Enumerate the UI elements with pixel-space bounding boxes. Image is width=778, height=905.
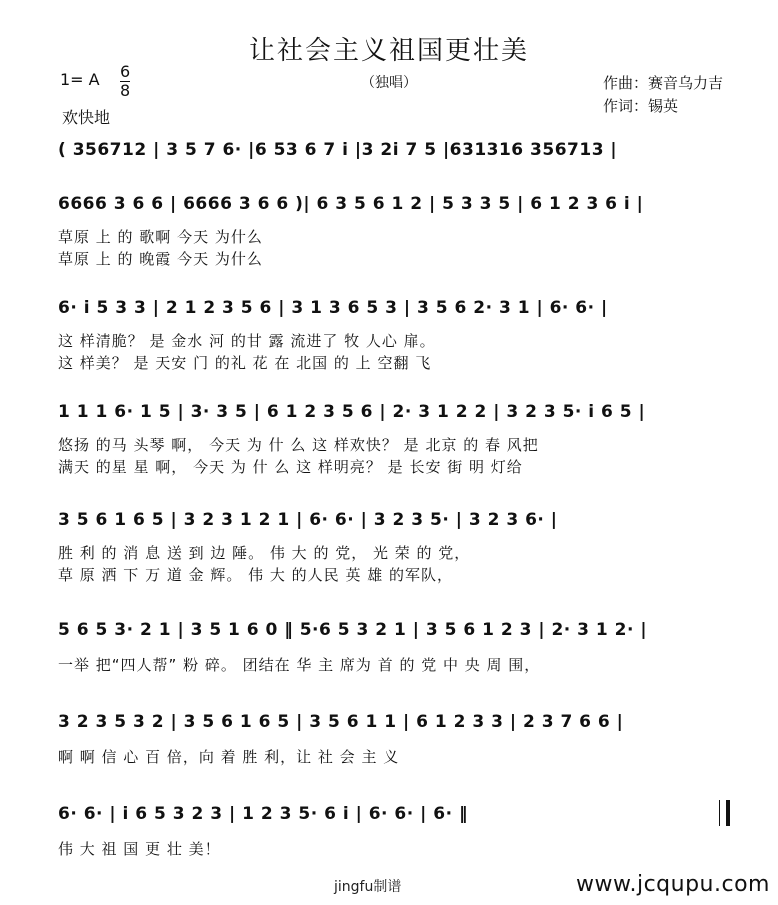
lyric-verse-1: 一举 把“四人帮” 粉 碎。 团结在 华 主 席为 首 的 党 中 央 周 围， [58, 656, 541, 674]
score-system-3 [58, 298, 738, 374]
arranger-credit: jingfu制谱 [334, 879, 402, 895]
song-subtitle: （独唱） [361, 75, 417, 91]
notation-line: 3 5 6 1 6 5 | 3 2 3 1 2 1 | 6· 6· | 3 2 3 5· | 3 2 3 6· | [58, 510, 558, 530]
notation-line: 6· i 5 3 3 | 2 1 2 3 5 6 | 3 1 3 6 5 3 | 3 5 6 2· 3 1 | 6· 6· | [58, 298, 608, 318]
song-title: 让社会主义祖国更壮美 [248, 36, 529, 66]
lyric-verse-2: 这 样美？ 是 天安 门 的礼 花 在 北国 的 上 空翻 飞 [58, 354, 432, 372]
notation-line: ( 356712 | 3 5 7 6· |6 53 6 7 i |3 2i 7 5 |631316 356713 | [58, 140, 618, 160]
key-signature: 1= A [60, 70, 100, 89]
lyric-verse-2: 草 原 洒 下 万 道 金 辉。 伟 大 的人民 英 雄 的军队， [58, 566, 453, 584]
site-watermark: www.jcqupu.com [576, 872, 770, 897]
lyric-verse-1: 这 样清脆？ 是 金水 河 的甘 露 流进了 牧 人心 扉。 [58, 332, 436, 350]
score-system-5 [58, 510, 738, 586]
lyric-verse-2: 草原 上 的 晚霞 今天 为什么 [58, 250, 263, 268]
lyric-verse-1: 悠扬 的马 头琴 啊， 今天 为 什 么 这 样欢快？ 是 北京 的 春 风把 [58, 436, 539, 454]
tempo-marking: 欢快地 [62, 108, 111, 127]
notation-line: 1 1 1 6· 1 5 | 3· 3 5 | 6 1 2 3 5 6 | 2· 3 1 2 2 | 3 2 3 5· i 6 5 | [58, 402, 646, 422]
score-system-2 [58, 194, 738, 270]
lyric-verse-1: 伟 大 祖 国 更 壮 美！ [58, 840, 221, 858]
lyric-verse-1: 胜 利 的 消 息 送 到 边 陲。 伟 大 的 党， 光 荣 的 党， [58, 544, 471, 562]
score-system-7 [58, 712, 738, 768]
lyric-verse-1: 草原 上 的 歌啊 今天 为什么 [58, 228, 263, 246]
lyric-verse-1: 啊 啊 信 心 百 倍，向 着 胜 利，让 社 会 主 义 [58, 748, 400, 766]
lyric-verse-2: 满天 的星 星 啊， 今天 为 什 么 这 样明亮？ 是 长安 街 明 灯给 [58, 458, 523, 476]
score-system-1 [58, 140, 738, 164]
notation-line: 6666 3 6 6 | 6666 3 6 6 )| 6 3 5 6 1 2 | 5 3 3 5 | 6 1 2 3 6 i | [58, 194, 644, 214]
final-barline [719, 800, 730, 826]
score-system-6 [58, 620, 738, 676]
time-top: 6 [120, 62, 131, 81]
time-bottom: 8 [120, 81, 131, 100]
notation-line: 6· 6· | i 6 5 3 2 3 | 1 2 3 5· 6 i | 6· 6· | 6· ‖ [58, 804, 468, 824]
score-system-4 [58, 402, 738, 478]
notation-line: 5 6 5 3· 2 1 | 3 5 1 6 0 ‖ 5·6 5 3 2 1 | 3 5 6 1 2 3 | 2· 3 1 2· | [58, 620, 648, 640]
composer-credit: 作曲：赛音乌力吉 [603, 74, 724, 92]
score-system-8 [58, 804, 738, 860]
notation-line: 3 2 3 5 3 2 | 3 5 6 1 6 5 | 3 5 6 1 1 | 6 1 2 3 3 | 2 3 7 6 6 | [58, 712, 624, 732]
lyricist-credit: 作词：锡英 [603, 97, 679, 115]
time-signature [120, 64, 130, 99]
